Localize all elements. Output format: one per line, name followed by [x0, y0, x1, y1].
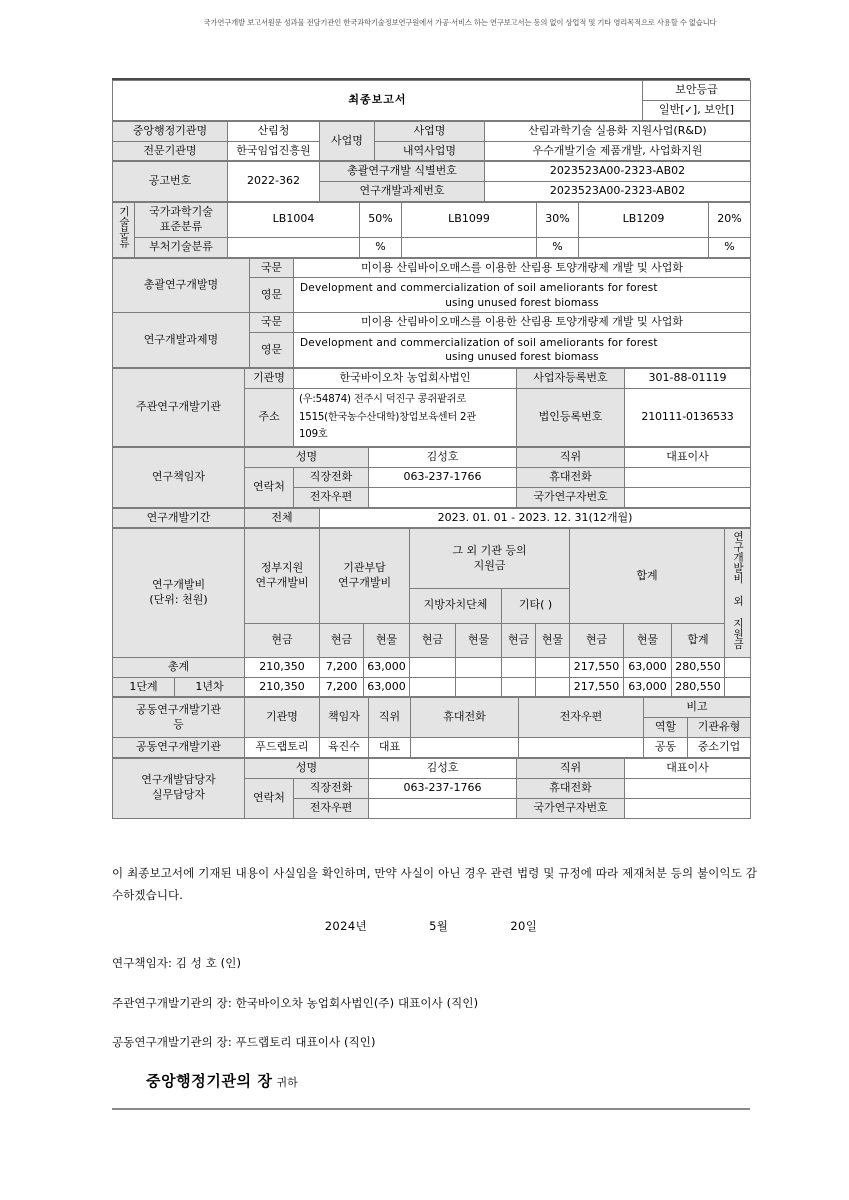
staff-researcher-no-label: 국가연구자번호 — [517, 798, 625, 818]
budget-org-line2: 연구개발비 — [337, 575, 392, 589]
overall-title-kor-value: 미이용 산림바이오매스를 이용한 산림용 토양개량제 개발 및 사업화 — [294, 258, 751, 278]
table-row — [113, 258, 751, 278]
project-title-kor-label: 국문 — [250, 313, 294, 333]
national-pct-2: 30% — [537, 203, 579, 238]
overall-title-kor-label: 국문 — [250, 258, 294, 278]
security-general-label: 일반[ — [658, 102, 685, 116]
table-row — [113, 203, 751, 238]
signature-host-org: 주관연구개발기관의 장: 한국바이오차 농업회사법인(주) 대표이사 (직인) — [112, 996, 479, 1010]
specialized-agency-value: 한국임업진흥원 — [228, 141, 320, 161]
joint-org-mobile-label: 휴대전화 — [411, 698, 519, 738]
table-row — [113, 121, 751, 141]
ministry-code-2 — [402, 237, 537, 257]
pi-name-label: 성명 — [245, 448, 369, 468]
joint-org-position-label: 직위 — [369, 698, 411, 738]
overall-title-eng-line2: using unused forest biomass — [445, 296, 599, 309]
pi-position-value: 대표이사 — [625, 448, 751, 468]
recipient-title: 중앙행정기관의 장 — [146, 1072, 273, 1090]
overall-title-eng-label: 영문 — [250, 278, 294, 313]
overall-id-label: 총괄연구개발 식별번호 — [320, 162, 485, 182]
table-row — [113, 368, 751, 388]
table-row — [113, 529, 751, 589]
report-content — [112, 78, 750, 819]
table-row — [113, 508, 751, 528]
budget-total-cash-label: 현금 — [570, 623, 624, 657]
overall-title-eng-value — [294, 278, 751, 313]
staff-name-value: 김성호 — [369, 758, 517, 778]
ministry-code-3 — [579, 237, 709, 257]
national-tech-class-line1: 국가과학기술 — [149, 205, 213, 219]
joint-organization-table — [112, 697, 751, 758]
overall-title-label: 총괄연구개발명 — [113, 258, 250, 313]
host-org-name-label: 기관명 — [245, 368, 294, 388]
notice-no-value: 2022-362 — [228, 162, 320, 202]
budget-gov-line1: 정부지원 — [260, 561, 304, 575]
joint-org-position-value: 대표 — [369, 738, 411, 758]
joint-org-manager-label: 책임자 — [320, 698, 369, 738]
security-grade-value — [643, 101, 750, 120]
disclaimer-text: 국가연구개발 보고서원문 성과물 전담기관인 한국과학기술정보연구원에서 가공·서비스 하는 연구보고서는 동의 없이 상업적 및 기타 영리목적으로 사용할 수 없습니다 — [203, 18, 717, 27]
budget-other-line1: 그 외 기관 등의 — [452, 544, 527, 557]
table-row — [113, 237, 751, 257]
principal-investigator-table — [112, 447, 751, 508]
pi-mobile-value — [625, 467, 751, 487]
biz-reg-no-value: 301-88-01119 — [625, 368, 751, 388]
staff-position-value: 대표이사 — [625, 758, 751, 778]
security-grade-box — [643, 81, 751, 121]
security-secret-label: ], 보안[ — [692, 102, 730, 116]
budget-row-total-label: 총계 — [113, 657, 245, 677]
national-code-1: LB1004 — [228, 203, 360, 238]
staff-office-phone-label: 직장전화 — [294, 778, 369, 798]
budget-local-gov-label: 지방자치단체 — [410, 589, 502, 623]
date-year: 2024년 — [324, 919, 368, 933]
national-pct-1: 50% — [360, 203, 402, 238]
project-title-eng-value — [294, 333, 751, 368]
pi-mobile-label: 휴대전화 — [517, 467, 625, 487]
project-no-label: 연구개발과제번호 — [320, 182, 485, 202]
project-title-eng-line2: using unused forest biomass — [445, 351, 599, 364]
pi-researcher-no-label: 국가연구자번호 — [517, 487, 625, 507]
pi-position-label: 직위 — [517, 448, 625, 468]
budget-org-inkind-label: 현물 — [364, 623, 410, 657]
staff-email-label: 전자우편 — [294, 798, 369, 818]
ministry-pct-2: % — [537, 237, 579, 257]
staff-mobile-value — [625, 778, 751, 798]
budget-total-org-cash: 7,200 — [320, 657, 364, 677]
host-org-address-value — [294, 388, 517, 446]
ministry-tech-class-label: 부처기술분류 — [135, 237, 228, 257]
budget-other-line2: 지원금 — [473, 558, 506, 572]
budget-y1-org-cash: 7,200 — [320, 677, 364, 697]
budget-org-line1: 기관부담 — [343, 561, 386, 575]
research-title-table — [112, 258, 751, 368]
budget-section-label — [113, 529, 245, 657]
central-agency-label: 중앙행정기관명 — [113, 121, 228, 141]
biz-reg-no-label: 사업자등록번호 — [517, 368, 625, 388]
date-day: 20일 — [510, 919, 538, 933]
budget-etc-cash-label: 현금 — [502, 623, 536, 657]
corp-reg-no-label: 법인등록번호 — [517, 388, 625, 446]
signature-pi: 연구책임자: 김 성 호 (인) — [112, 956, 242, 970]
joint-org-email-value — [519, 738, 644, 758]
budget-total-local-cash — [410, 657, 456, 677]
host-org-address-label: 주소 — [245, 388, 294, 446]
agency-table — [112, 121, 751, 162]
joint-org-type-label: 기관유형 — [688, 718, 751, 738]
budget-etc-inkind-label: 현물 — [536, 623, 570, 657]
pi-name-value: 김성호 — [369, 448, 517, 468]
budget-y1-org-inkind: 63,000 — [364, 677, 410, 697]
table-row — [113, 738, 751, 758]
staff-section-label — [113, 758, 245, 818]
pi-email-label: 전자우편 — [294, 487, 369, 507]
pi-office-phone-value: 063-237-1766 — [369, 467, 517, 487]
budget-outside-text: 연구개발비 외 지원금 — [732, 531, 745, 650]
tech-class-side-text: 기술분류 — [118, 206, 130, 249]
budget-section-line1: 연구개발비 — [151, 578, 206, 592]
joint-org-kind-value: 공동연구개발기관 — [113, 738, 245, 758]
budget-total-gov-cash: 210,350 — [245, 657, 320, 677]
staff-table — [112, 758, 751, 819]
budget-y1-sum-cash: 217,550 — [570, 677, 624, 697]
tech-classification-table — [112, 202, 751, 258]
period-table — [112, 508, 751, 529]
national-tech-class-line2: 표준분류 — [159, 219, 203, 233]
pi-contact-label: 연락처 — [245, 467, 294, 507]
staff-email-value — [369, 798, 517, 818]
national-code-2: LB1099 — [402, 203, 537, 238]
notice-no-label: 공고번호 — [113, 162, 228, 202]
signature-joint-org: 공동연구개발기관의 장: 푸드랩토리 대표이사 (직인) — [112, 1035, 376, 1049]
staff-position-label: 직위 — [517, 758, 625, 778]
budget-total-local-inkind — [456, 657, 502, 677]
budget-y1-local-inkind — [456, 677, 502, 697]
budget-etc-label: 기타( ) — [502, 589, 570, 623]
budget-other-label — [410, 529, 570, 589]
budget-total-label: 합계 — [570, 529, 725, 623]
project-title-label: 연구개발과제명 — [113, 313, 250, 368]
specialized-agency-label: 전문기관명 — [113, 141, 228, 161]
overall-title-eng-line1: Development and commercialization of soil ameliorants for forest — [300, 282, 658, 295]
budget-y1-sum-inkind: 63,000 — [624, 677, 672, 697]
program-label: 사업명 — [375, 121, 485, 141]
address-line-3: 109호 — [299, 429, 328, 441]
table-row — [113, 698, 751, 718]
staff-section-line2: 실무담당자 — [151, 788, 206, 802]
program-group-label: 사업명 — [320, 121, 375, 161]
budget-total-org-inkind: 63,000 — [364, 657, 410, 677]
joint-org-mobile-value — [411, 738, 519, 758]
staff-office-phone-value: 063-237-1766 — [369, 778, 517, 798]
budget-total-etc-inkind — [536, 657, 570, 677]
pi-office-phone-label: 직장전화 — [294, 467, 369, 487]
joint-org-role-value: 공동 — [644, 738, 688, 758]
overall-id-value: 2023523A00-2323-AB02 — [485, 162, 751, 182]
joint-org-section-label — [113, 698, 245, 738]
address-line-2: 1515(한국농수산대학)창업보육센터 2관 — [299, 411, 476, 423]
budget-outside-label — [725, 529, 751, 657]
identifier-table — [112, 161, 751, 202]
national-pct-3: 20% — [709, 203, 751, 238]
table-row — [113, 141, 751, 161]
budget-local-inkind-label: 현물 — [456, 623, 502, 657]
budget-y1-gov-cash: 210,350 — [245, 677, 320, 697]
project-title-eng-label: 영문 — [250, 333, 294, 368]
budget-org-label — [320, 529, 410, 623]
project-title-eng-line1: Development and commercialization of soil ameliorants for forest — [300, 337, 658, 350]
budget-total-sum-label: 합계 — [672, 623, 725, 657]
subprogram-value: 우수개발기술 제품개발, 사업화지원 — [485, 141, 751, 161]
joint-org-name-value: 푸드랩토리 — [245, 738, 320, 758]
subprogram-label: 내역사업명 — [375, 141, 485, 161]
budget-local-cash-label: 현금 — [410, 623, 456, 657]
checkmark-icon: ✓ — [684, 104, 693, 116]
document-title: 최종보고서 — [113, 81, 643, 121]
national-tech-class-label — [135, 203, 228, 238]
budget-total-inkind-label: 현물 — [624, 623, 672, 657]
date-month: 5월 — [429, 919, 449, 933]
host-organization-table — [112, 368, 751, 447]
budget-total-sum-all: 280,550 — [672, 657, 725, 677]
title-table — [112, 80, 751, 121]
period-label: 연구개발기간 — [113, 508, 245, 528]
staff-name-label: 성명 — [245, 758, 369, 778]
table-row — [113, 313, 751, 333]
budget-gov-cash-label: 현금 — [245, 623, 320, 657]
budget-y1-sum-all: 280,550 — [672, 677, 725, 697]
confirmation-statement: 이 최종보고서에 기재된 내용이 사실임을 확인하며, 만약 사실이 아닌 경우 관련 법령 및 규정에 따라 제재처분 등의 불이익도 감수하겠습니다. — [112, 866, 757, 903]
table-row — [113, 758, 751, 778]
budget-total-sum-cash: 217,550 — [570, 657, 624, 677]
tech-class-side-label — [113, 203, 135, 258]
host-org-name-value: 한국바이오차 농업회사법인 — [294, 368, 517, 388]
joint-org-name-label: 기관명 — [245, 698, 320, 738]
staff-researcher-no-value — [625, 798, 751, 818]
budget-gov-label — [245, 529, 320, 623]
budget-total-sum-inkind: 63,000 — [624, 657, 672, 677]
budget-y1-etc-inkind — [536, 677, 570, 697]
staff-section-line1: 연구개발담당자 — [141, 773, 216, 787]
security-grade-label: 보안등급 — [643, 81, 750, 101]
table-row — [113, 162, 751, 182]
project-title-kor-value: 미이용 산림바이오매스를 이용한 산림용 토양개량제 개발 및 사업화 — [294, 313, 751, 333]
joint-org-role-label: 역할 — [644, 718, 688, 738]
joint-org-manager-value: 육진수 — [320, 738, 369, 758]
table-row — [113, 448, 751, 468]
project-no-value: 2023523A00-2323-AB02 — [485, 182, 751, 202]
security-secret-blank: ] — [729, 102, 735, 116]
national-code-3: LB1209 — [579, 203, 709, 238]
corp-reg-no-value: 210111-0136533 — [625, 388, 751, 446]
program-value: 산림과학기술 실용화 지원사업(R&D) — [485, 121, 751, 141]
joint-org-type-value: 중소기업 — [688, 738, 751, 758]
budget-gov-line2: 연구개발비 — [255, 575, 309, 589]
address-line-1: (우:54874) 전주시 덕진구 콩쥐팥쥐로 — [299, 393, 466, 405]
table-row — [113, 657, 751, 677]
host-org-section-label: 주관연구개발기관 — [113, 368, 245, 446]
budget-y1-outside — [725, 677, 751, 697]
joint-org-note-label: 비고 — [644, 698, 751, 718]
budget-table — [112, 528, 751, 697]
recipient-suffix: 귀하 — [276, 1076, 298, 1089]
joint-org-section-line1: 공동연구개발기관 — [135, 702, 221, 716]
bottom-divider — [112, 1108, 750, 1110]
pi-section-label: 연구책임자 — [113, 448, 245, 508]
ministry-pct-3: % — [709, 237, 751, 257]
pi-email-value — [369, 487, 517, 507]
budget-y1-etc-cash — [502, 677, 536, 697]
budget-org-cash-label: 현금 — [320, 623, 364, 657]
budget-y1-local-cash — [410, 677, 456, 697]
budget-row-stage-label: 1단계 — [113, 677, 175, 697]
budget-row-year-label: 1년차 — [175, 677, 245, 697]
joint-org-section-line2: 등 — [173, 717, 184, 731]
budget-total-etc-cash — [502, 657, 536, 677]
recipient-line — [146, 1070, 298, 1091]
staff-contact-label: 연락처 — [245, 778, 294, 818]
ministry-code-1 — [228, 237, 360, 257]
pi-researcher-no-value — [625, 487, 751, 507]
ministry-pct-1: % — [360, 237, 402, 257]
table-row — [113, 677, 751, 697]
signature-date — [112, 918, 750, 934]
period-total-label: 전체 — [245, 508, 320, 528]
staff-mobile-label: 휴대전화 — [517, 778, 625, 798]
joint-org-email-label: 전자우편 — [519, 698, 644, 738]
budget-total-outside — [725, 657, 751, 677]
period-total-value: 2023. 01. 01 - 2023. 12. 31(12개월) — [320, 508, 751, 528]
budget-section-line2: (단위: 천원) — [149, 593, 208, 607]
central-agency-value: 산림청 — [228, 121, 320, 141]
